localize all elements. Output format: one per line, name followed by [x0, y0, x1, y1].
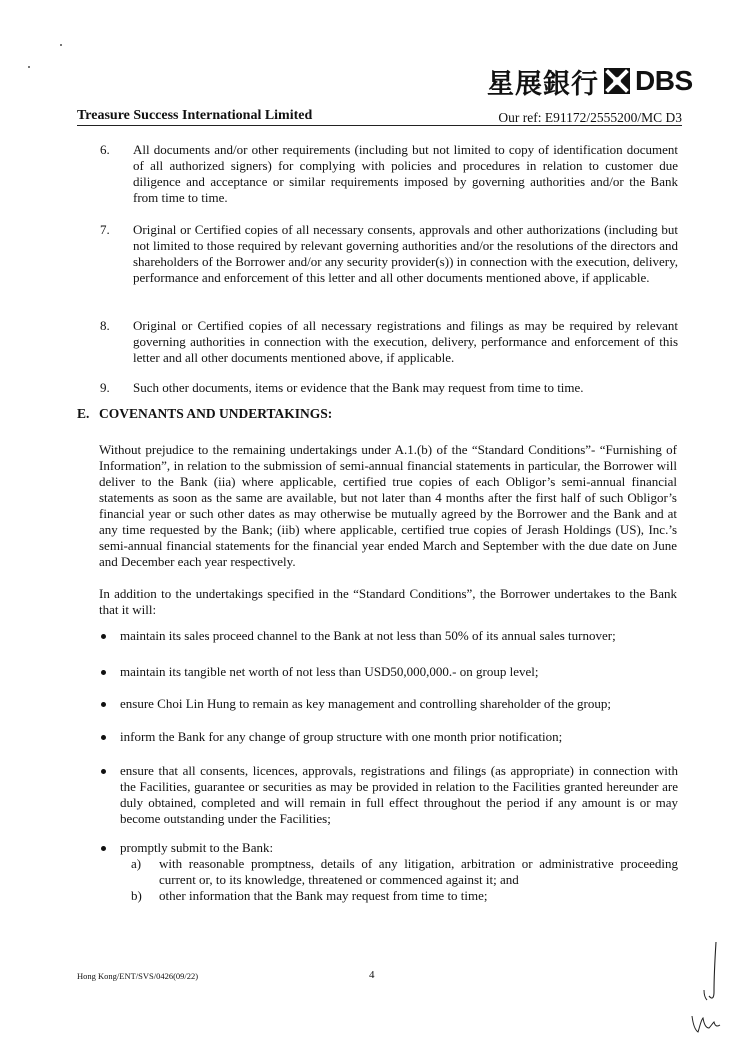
dbs-star-icon [603, 67, 631, 95]
item-text: Original or Certified copies of all necessary consents, approvals and other authorizations (including but not limited to those required by relevant governing authorities and/or the resolutions of the directors and shareholders of the Borrower and/or any security provider(s)) in connection with the execution, delivery, performance and enforcement of this letter and all other documents mentioned above, if applicable. [133, 222, 678, 285]
form-code: Hong Kong/ENT/SVS/0426(09/22) [77, 971, 199, 981]
logo-chinese-name: 星展銀行 [487, 68, 599, 100]
bullet-icon [101, 634, 106, 639]
our-reference: Our ref: E91172/2555200/MC D3 [498, 110, 682, 125]
logo-dbs-text: DBS [635, 65, 693, 96]
item-number: 9. [100, 380, 110, 395]
scan-speck [60, 44, 62, 46]
item-text: All documents and/or other requirements (including but not limited to copy of identification document of all authorized signers) for complying with policies and procedures in relation to customer due diligence and acceptance or similar requirements imposed by governing authorities and/or the Bank from time to time. [133, 142, 678, 205]
undertaking-paragraph: Without prejudice to the remaining undertakings under A.1.(b) of the “Standard Conditions”- “Furnishing of Information”, in relation to the submission of semi-annual financial statements in particular, the Borrower will deliver to the Bank (iia) where applicable, certified true copies of each Obligor’s semi-annual financial statements as soon as the same are available, but not later than 4 months after the first half of such Obligor’s financial year or such other dates as may otherwise be mutually agreed by the Borrower and the Bank and at any time requested by the Bank; (iib) where applicable, certified true copies of Jerash Holdings (US), Inc.’s semi-annual financial statements for the financial year ended March and September with the due date on June and December each year respectively. [99, 442, 677, 569]
section-title: COVENANTS AND UNDERTAKINGS: [99, 406, 333, 421]
company-name: Treasure Success International Limited [77, 108, 313, 123]
section-label: E. [77, 406, 90, 421]
item-text: Original or Certified copies of all necessary registrations and filings as may be required by relevant governing authorities in connection with the execution, delivery, performance and enforcement of this letter and all other documents mentioned above, if applicable. [133, 318, 678, 365]
dbs-logo [487, 64, 693, 98]
bullet-icon [101, 735, 106, 740]
subitem-text: with reasonable promptness, details of any litigation, arbitration or administrative proceeding current or, to its knowledge, threatened or commenced against it; and [159, 856, 678, 887]
header-divider [77, 125, 682, 126]
bullet-item: promptly submit to the Bank: [120, 840, 274, 855]
bullet-icon [101, 846, 106, 851]
subitem-text: other information that the Bank may request from time to time; [159, 888, 488, 903]
item-number: 8. [100, 318, 110, 333]
bullet-icon [101, 702, 106, 707]
scan-speck [28, 66, 30, 68]
bullet-item: ensure that all consents, licences, approvals, registrations and filings (as appropriate) in connection with the Facilities, guarantee or securities as may be provided in relation to the Facilities granted hereunder are duly obtained, completed and will remain in full effect throughout the period if any amount is or may become outstanding under the Facilities; [120, 763, 678, 826]
item-number: 7. [100, 222, 110, 237]
bullet-item: maintain its sales proceed channel to the Bank at not less than 50% of its annual sales turnover; [120, 628, 616, 643]
bullet-item: maintain its tangible net worth of not less than USD50,000,000.- on group level; [120, 664, 539, 679]
bullet-item: ensure Choi Lin Hung to remain as key management and controlling shareholder of the group; [120, 696, 611, 711]
bullet-icon [101, 670, 106, 675]
bullet-item: inform the Bank for any change of group structure with one month prior notification; [120, 729, 563, 744]
page-number: 4 [369, 969, 375, 981]
item-number: 6. [100, 142, 110, 157]
handwritten-initials-icon [690, 940, 730, 1040]
undertaking-intro: In addition to the undertakings specified in the “Standard Conditions”, the Borrower undertakes to the Bank that it will: [99, 586, 677, 617]
bullet-icon [101, 769, 106, 774]
subitem-label: b) [131, 888, 142, 903]
subitem-label: a) [131, 856, 142, 871]
item-text: Such other documents, items or evidence that the Bank may request from time to time. [133, 380, 584, 395]
